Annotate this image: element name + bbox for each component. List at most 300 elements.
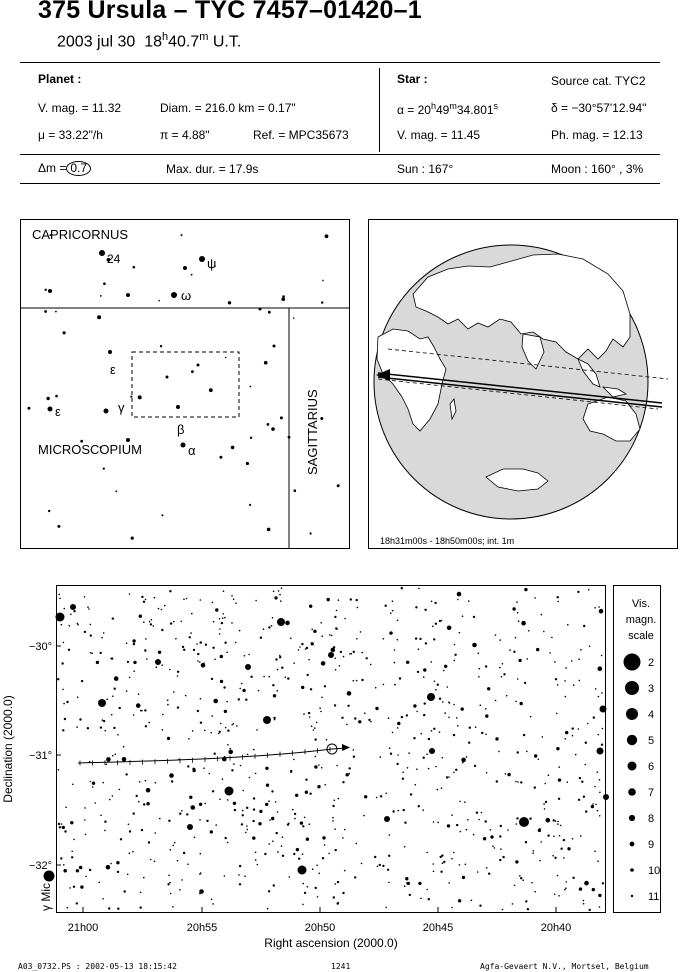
- field-star: [579, 680, 581, 682]
- field-star: [269, 819, 271, 821]
- field-star: [311, 629, 313, 631]
- field-star: [553, 836, 555, 838]
- x-tick-20h45: 20h45: [422, 922, 454, 934]
- field-star: [366, 657, 368, 659]
- field-star: [273, 694, 276, 697]
- planet-diameter: Diam. = 216.0 km = 0.17": [160, 101, 296, 115]
- field-star: [322, 857, 324, 859]
- field-star: [87, 606, 89, 608]
- field-star: [240, 765, 242, 767]
- field-star: [557, 823, 559, 825]
- field-star: [61, 624, 63, 626]
- field-star: [285, 621, 290, 626]
- field-star: [553, 819, 555, 821]
- field-star: [592, 888, 595, 891]
- field-star: [59, 826, 61, 828]
- field-star: [419, 638, 421, 640]
- star-vmag: V. mag. = 11.45: [397, 128, 481, 142]
- field-star: [314, 727, 316, 729]
- mag-scale-label: 7: [648, 787, 655, 799]
- field-star: [602, 728, 604, 730]
- field-star: [57, 678, 59, 680]
- field-star: [333, 896, 335, 898]
- field-star: [215, 608, 218, 611]
- star-label-epsilon-1: ε: [110, 362, 116, 377]
- finder-star: [55, 395, 58, 398]
- field-star: [598, 666, 603, 671]
- field-star: [472, 643, 477, 648]
- field-star: [434, 681, 436, 683]
- field-star: [169, 590, 171, 592]
- field-star: [114, 688, 116, 690]
- field-star: [124, 890, 126, 892]
- field-star: [555, 678, 557, 680]
- finder-star: [46, 397, 49, 400]
- field-star: [435, 623, 437, 625]
- field-star: [364, 795, 367, 798]
- field-star: [317, 896, 319, 898]
- field-star: [563, 857, 565, 859]
- field-star: [409, 894, 411, 896]
- field-star: [64, 718, 66, 720]
- field-star: [488, 873, 490, 875]
- field-star: [90, 781, 92, 783]
- field-star: [271, 790, 273, 792]
- field-star: [390, 753, 392, 755]
- field-star: [516, 601, 518, 603]
- field-star: [187, 824, 193, 830]
- field-star: [277, 669, 279, 671]
- field-star: [58, 594, 60, 596]
- field-star: [222, 778, 224, 780]
- field-star: [148, 722, 150, 724]
- field-star: [413, 737, 415, 739]
- field-star: [71, 856, 73, 858]
- field-star: [143, 621, 145, 623]
- star-label-epsilon-2: ε: [55, 404, 61, 419]
- field-star: [356, 843, 358, 845]
- field-star: [439, 731, 441, 733]
- field-star: [233, 723, 235, 725]
- field-star: [277, 851, 279, 853]
- field-star: [214, 659, 216, 661]
- field-star: [554, 894, 556, 896]
- field-star: [496, 780, 498, 782]
- field-star: [448, 717, 450, 719]
- field-star: [349, 653, 351, 655]
- field-star: [179, 813, 181, 815]
- field-star: [273, 717, 275, 719]
- field-star: [181, 810, 183, 812]
- field-star: [448, 701, 450, 703]
- field-star: [549, 652, 551, 654]
- field-star: [524, 682, 526, 684]
- field-star: [530, 817, 532, 819]
- field-star: [384, 816, 390, 822]
- field-star: [387, 869, 389, 871]
- field-star: [299, 646, 301, 648]
- field-star: [210, 732, 212, 734]
- finder-star: [281, 297, 285, 301]
- field-star: [233, 598, 235, 600]
- field-star: [263, 676, 265, 678]
- finder-star: [191, 370, 194, 373]
- finder-star: [115, 490, 117, 492]
- field-star: [324, 784, 326, 786]
- field-star: [200, 698, 202, 700]
- mag-scale-label: 5: [648, 735, 655, 747]
- field-star: [91, 653, 93, 655]
- field-star: [212, 903, 214, 905]
- star-label-alpha: α: [188, 443, 196, 458]
- field-star: [541, 614, 543, 616]
- field-star: [499, 667, 501, 669]
- field-star: [442, 701, 444, 703]
- field-star: [507, 829, 509, 831]
- finder-star: [310, 532, 312, 534]
- field-star: [331, 635, 333, 637]
- field-star: [392, 732, 394, 734]
- field-star: [499, 835, 501, 837]
- field-star: [512, 903, 514, 905]
- field-star: [437, 684, 439, 686]
- field-star: [513, 651, 515, 653]
- field-star: [100, 815, 102, 817]
- field-star: [347, 691, 352, 696]
- field-star: [100, 726, 102, 728]
- field-star: [534, 597, 536, 599]
- field-star: [417, 671, 419, 673]
- field-star: [585, 810, 587, 812]
- field-star: [398, 810, 400, 812]
- field-star: [245, 832, 247, 834]
- event-date: 2003 jul 30: [57, 33, 136, 51]
- field-star: [591, 805, 594, 808]
- field-star: [242, 810, 244, 812]
- field-star: [119, 707, 121, 709]
- field-star: [200, 599, 202, 601]
- field-star: [63, 869, 66, 872]
- field-star: [219, 618, 221, 620]
- field-star: [502, 909, 504, 911]
- field-star: [96, 661, 99, 664]
- field-star: [451, 907, 453, 909]
- field-star: [183, 598, 185, 600]
- field-star: [557, 601, 559, 603]
- field-star: [495, 634, 497, 636]
- field-star: [181, 621, 183, 623]
- field-star: [139, 615, 142, 618]
- field-star: [85, 876, 87, 878]
- field-star: [388, 717, 390, 719]
- finder-star: [191, 274, 193, 276]
- field-star: [266, 803, 268, 805]
- field-star: [129, 677, 131, 679]
- field-star: [298, 858, 300, 860]
- field-star: [480, 704, 482, 706]
- field-star: [356, 638, 358, 640]
- field-star: [565, 731, 568, 734]
- field-star: [92, 786, 94, 788]
- field-star: [77, 696, 79, 698]
- field-star: [255, 852, 257, 854]
- field-star: [461, 758, 466, 763]
- field-star: [454, 644, 456, 646]
- field-star: [129, 593, 131, 595]
- field-star: [117, 871, 119, 873]
- field-star: [519, 817, 529, 827]
- field-star: [499, 639, 501, 641]
- mag-scale-label: 4: [648, 709, 655, 721]
- field-star: [310, 688, 312, 690]
- field-star: [487, 687, 490, 690]
- field-star: [543, 803, 545, 805]
- field-star: [437, 822, 439, 824]
- field-star: [249, 777, 251, 779]
- field-star: [224, 756, 226, 758]
- field-star: [404, 846, 406, 848]
- field-star: [558, 798, 560, 800]
- x-tick-21h00: 21h00: [67, 922, 99, 934]
- field-star: [593, 716, 595, 718]
- field-star: [338, 599, 340, 601]
- ra-prefix: α = 20: [397, 103, 431, 117]
- field-star: [322, 836, 325, 839]
- field-star: [396, 763, 398, 765]
- mag-scale-dot: [626, 708, 638, 720]
- field-star: [420, 733, 422, 735]
- field-star: [242, 814, 244, 816]
- field-star: [512, 607, 515, 610]
- field-star: [116, 861, 119, 864]
- field-star: [74, 607, 76, 609]
- field-star: [84, 819, 86, 821]
- star-label-24: 24: [107, 252, 121, 266]
- field-star: [314, 738, 316, 740]
- field-star: [349, 773, 351, 775]
- field-star: [282, 855, 284, 857]
- finder-star: [325, 234, 329, 238]
- field-star: [598, 734, 600, 736]
- field-star: [112, 695, 114, 697]
- field-star: [127, 661, 129, 663]
- field-star: [154, 861, 156, 863]
- finder-star: [48, 407, 53, 412]
- field-star: [495, 700, 497, 702]
- field-star: [267, 908, 269, 910]
- field-star: [402, 771, 404, 773]
- field-star: [150, 623, 152, 625]
- field-star: [227, 842, 229, 844]
- table-mid-rule: [20, 154, 660, 155]
- field-star: [587, 723, 589, 725]
- field-star: [392, 600, 394, 602]
- field-star: [169, 882, 171, 884]
- field-star: [448, 776, 450, 778]
- field-star: [439, 620, 441, 622]
- field-star: [233, 763, 235, 765]
- field-star: [423, 676, 425, 678]
- field-star: [305, 791, 308, 794]
- field-star: [485, 714, 488, 717]
- field-star: [566, 881, 568, 883]
- field-star: [313, 729, 315, 731]
- field-star: [441, 854, 443, 856]
- field-star: [253, 797, 255, 799]
- field-star: [347, 705, 349, 707]
- field-star: [281, 587, 283, 589]
- field-star: [170, 849, 172, 851]
- field-star: [226, 701, 228, 703]
- field-star: [334, 616, 336, 618]
- field-star: [415, 784, 417, 786]
- field-star: [159, 818, 161, 820]
- mag-scale-dot: [629, 815, 635, 821]
- field-star: [133, 670, 135, 672]
- x-tick-20h55: 20h55: [186, 922, 218, 934]
- field-star: [192, 730, 194, 732]
- field-star: [354, 876, 356, 878]
- field-star: [433, 821, 435, 823]
- field-star: [334, 800, 336, 802]
- field-star: [564, 889, 566, 891]
- field-star: [598, 606, 600, 608]
- field-star: [290, 638, 292, 640]
- field-star: [305, 779, 307, 781]
- field-star: [583, 900, 585, 902]
- field-star: [337, 881, 339, 883]
- field-star: [557, 684, 559, 686]
- field-star: [154, 597, 156, 599]
- field-star: [272, 684, 274, 686]
- field-star: [500, 848, 502, 850]
- finder-star: [199, 256, 205, 262]
- field-star: [459, 864, 461, 866]
- field-star: [342, 837, 344, 839]
- field-star: [112, 755, 114, 757]
- field-star: [486, 867, 488, 869]
- field-star: [402, 778, 404, 780]
- finder-star: [45, 289, 47, 291]
- field-star: [442, 757, 444, 759]
- finder-star: [103, 468, 105, 470]
- planet-parallax: π = 4.88": [160, 128, 210, 142]
- field-star: [457, 725, 459, 727]
- field-star: [601, 692, 603, 694]
- field-star: [432, 863, 434, 865]
- field-star: [273, 884, 275, 886]
- field-star: [144, 649, 146, 651]
- field-star: [236, 725, 238, 727]
- ra-seconds: 34.801: [456, 103, 494, 117]
- field-star: [145, 599, 147, 601]
- field-star: [335, 669, 337, 671]
- field-star: [385, 907, 387, 909]
- field-star: [314, 765, 317, 768]
- field-star: [309, 793, 311, 795]
- field-star: [603, 794, 609, 800]
- field-star: [252, 836, 255, 839]
- field-star: [453, 852, 455, 854]
- field-star: [113, 727, 115, 729]
- field-star: [599, 779, 601, 781]
- finder-star: [131, 537, 134, 540]
- field-star: [133, 661, 136, 664]
- field-star: [460, 831, 462, 833]
- mag-scale-title-2: magn.: [625, 614, 657, 626]
- field-star: [565, 667, 567, 669]
- field-star: [275, 801, 277, 803]
- field-star: [364, 712, 366, 714]
- field-star: [477, 871, 479, 873]
- field-star: [481, 732, 483, 734]
- field-star: [599, 792, 601, 794]
- field-star: [143, 601, 145, 603]
- field-star: [141, 710, 143, 712]
- field-star: [425, 642, 427, 644]
- field-star: [73, 610, 75, 612]
- field-star: [404, 822, 406, 824]
- field-star: [394, 649, 396, 651]
- field-star: [239, 688, 241, 690]
- field-star: [397, 620, 399, 622]
- field-star: [114, 676, 119, 681]
- finder-star: [322, 280, 324, 282]
- field-star: [224, 617, 226, 619]
- field-star: [293, 853, 295, 855]
- field-star: [231, 622, 233, 624]
- field-star: [220, 723, 222, 725]
- field-star: [572, 735, 574, 737]
- field-star: [351, 653, 353, 655]
- mag-scale-label: 6: [648, 761, 655, 773]
- field-star: [101, 637, 103, 639]
- constellation-sagittarius: SAGITTARIUS: [305, 389, 320, 475]
- field-star: [335, 849, 337, 851]
- field-star: [335, 627, 337, 629]
- field-star: [141, 596, 143, 598]
- field-star: [544, 783, 546, 785]
- field-star: [478, 819, 480, 821]
- field-star: [241, 683, 243, 685]
- field-star: [403, 809, 405, 811]
- field-star: [433, 638, 435, 640]
- field-star: [140, 906, 142, 908]
- field-star: [119, 789, 121, 791]
- field-star: [557, 821, 559, 823]
- finder-star: [27, 407, 30, 410]
- field-star: [307, 674, 309, 676]
- field-star: [64, 608, 66, 610]
- field-star: [526, 751, 528, 753]
- field-star: [199, 873, 201, 875]
- field-star: [516, 817, 518, 819]
- field-star: [327, 598, 330, 601]
- field-star: [103, 720, 105, 722]
- field-star: [382, 865, 384, 867]
- field-star: [465, 864, 467, 866]
- field-star: [525, 841, 527, 843]
- field-star: [444, 712, 446, 714]
- field-star: [252, 820, 254, 822]
- field-star: [162, 714, 164, 716]
- field-star: [520, 702, 523, 705]
- field-star: [312, 868, 314, 870]
- field-star: [81, 680, 83, 682]
- field-star: [514, 885, 516, 887]
- field-star: [507, 773, 510, 776]
- field-star: [133, 643, 135, 645]
